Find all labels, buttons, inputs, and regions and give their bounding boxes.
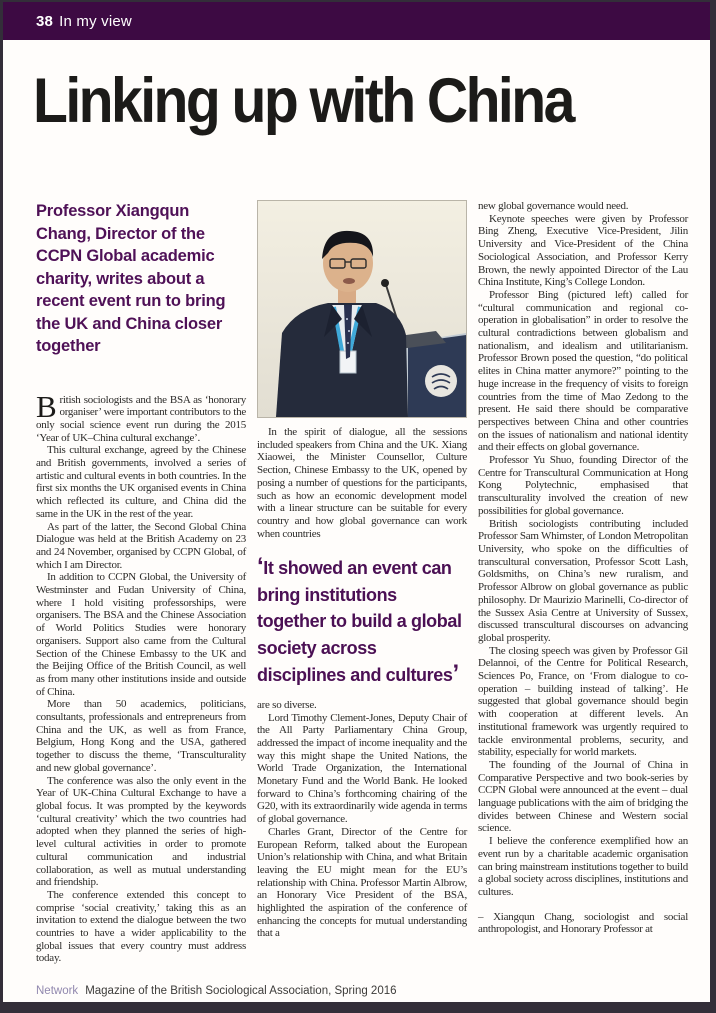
paragraph: British sociologists and the BSA as ‘honorary organiser’ were important contributors to the only social science event run during the 2015 ‘Year of UK–China cultural exchange’.	[36, 388, 246, 444]
masthead	[3, 2, 710, 40]
headline: Linking up with China	[33, 65, 573, 136]
paragraph: – Xiangqun Chang, sociologist and social anthropologist, and Honorary Professor at	[478, 910, 688, 936]
paragraph: The conference extended this concept to comprise ‘social creativity,’ taking this as an invitation to extend the dialogue between the two countries to have a wider applicability to the global issues that every country must address today.	[36, 888, 246, 965]
article-column-3	[478, 200, 688, 990]
paragraph: More than 50 academics, politicians, consultants, professionals and entrepreneurs from China and the UK, as well as from France, Belgium, Hong Kong and the USA, gathered together to discuss the theme, ‘Transculturality and new global governance’.	[36, 698, 246, 774]
section-title: In my view	[59, 12, 132, 30]
body-text-col2-top	[257, 426, 467, 540]
paragraph: Professor Bing (pictured left) called for “cultural communication and regional co-operation in globalisation” in order to resolve the cultural contradictions between globalism and nationalism, and idealism and utilitarianism. Professor Brown posed the question, “do political elites in China matter anymore?” pointing to the huge increase in the frequency of visits to foreign countries from the time of Mao Zedong to the present. He said there should be comparative perspectives between China and other countries on the issues of nationalism and national identity and their effects on global governance.	[478, 288, 688, 454]
body-text-col3	[478, 200, 688, 936]
paragraph: Keynote speeches were given by Professor Bing Zheng, Executive Vice-President, Jilin University and Vice-President of the China Sociological Association, and Professor Kerry Brown, the newly appointed Director of the Lau China Institute, King’s College London.	[478, 212, 688, 289]
page	[3, 2, 710, 1002]
magazine-name: Network	[36, 985, 79, 997]
speaker-photo-illustration	[258, 201, 466, 417]
paragraph: new global governance would need.	[478, 200, 629, 212]
paragraph: The closing speech was given by Professor Gil Delannoi, of the Centre for Political Research, Sciences Po, France, on ‘From dialogue to co-operation – building instead of talking’. He suggested that global governance should begin with cooperation at different levels. An institutional framework was urgently required to tackle environmental problems, security, and stability, especially for world markets.	[478, 644, 688, 759]
footer-tagline: Magazine of the British Sociological Association, Spring 2016	[85, 985, 397, 997]
paragraph: British sociologists contributing included Professor Sam Whimster, of London Metropolitan University, who spoke on the difficulties of transcultural conversation, Professor Scott Lash, Goldsmiths, on China’s new ruralism, and Professor Albrow on global governance as public philosophy. Dr Maurizio Marinelli, Co-director of the Sussex Asia Centre at University of Sussex, discussed transcultural discourses on advancing global prosperity.	[478, 517, 688, 644]
paragraph: are so diverse.	[257, 698, 317, 711]
pull-quote-text: It showed an event can bring institutions together to build a global society across disciplines and cultures	[257, 558, 462, 686]
paragraph: I believe the conference exemplified how an event run by a charitable academic organisation can bring mainstream institutions together to build a global society across disciplines, institutions and cultures.	[478, 835, 688, 898]
close-quote-mark: ’	[452, 660, 459, 688]
body-text-col2-bottom	[257, 699, 467, 940]
paragraph: The conference was also the only event in the Year of UK-China Cultural Exchange to have a global focus. It was prompted by the keywords ‘cultural creativity’ which the two countries had adopted when they planned the series of high-level cultural activities in order to promote cultural communication and industrial collaboration, as well as mutual understanding and friendship.	[36, 774, 246, 889]
page-number: 38	[36, 12, 54, 30]
pull-quote	[257, 554, 467, 689]
paragraph: Professor Yu Shuo, founding Director of the Centre for Transcultural Communication at Hong Kong Polytechnic, emphasised that transculturality involved the creation of new possibilities for global governance.	[478, 454, 688, 517]
article-columns	[36, 200, 686, 990]
open-quote-mark: ‘	[257, 553, 264, 581]
article-column-2	[257, 200, 467, 990]
paragraph: As part of the latter, the Second Global China Dialogue was held at the British Academy on 23 and 24 November, organised by CCPN Global, of which I am Director.	[36, 520, 246, 571]
paragraph: Lord Timothy Clement-Jones, Deputy Chair of the All Party Parliamentary China Group, addressed the impact of income inequality and the way this might shape the United Nations, the World Trade Organization, the International Monetary Fund and the World Bank. He looked forward to China’s forthcoming chairing of the G20, with its extraordinarily wide agenda in terms of global governance.	[257, 711, 467, 826]
standfirst: Professor Xiangqun Chang, Director of the CCPN Global academic charity, writes about a recent event run to bring the UK and China closer together	[36, 202, 226, 355]
paragraph: In the spirit of dialogue, all the sessions included speakers from China and the UK. Xiang Xiaowei, the Minister Counsellor, Culture Section, Chinese Embassy to the UK, opened by posing a number of questions for the participants, such as how an economic development model with a linear structure can be suitable for every country and how global governance can work when countries	[257, 426, 467, 540]
article-column-1	[36, 200, 246, 990]
page-footer	[36, 985, 397, 997]
paragraph: This cultural exchange, agreed by the Chinese and British governments, involved a series of artistic and cultural events in both countries. In the first six months the UK organised events in China which reflected its culture, and China did the same in the UK in the rest of the year.	[36, 444, 246, 520]
paragraph: Charles Grant, Director of the Centre for European Reform, talked about the European Union’s relationship with China, and what Britain leaving the EU might mean for the EU’s relationship with China. Professor Martin Albrow, an Honorary Vice President of the BSA, highlighted the aspiration of the conference of enhancing the concepts for mutual understanding that a	[257, 825, 467, 940]
body-text-col1	[36, 388, 246, 966]
paragraph: The founding of the Journal of China in Comparative Perspective and two book-series by CCPN Global were announced at the event – dual language publications with the aim of bridging the divides between Chinese and Western social science.	[478, 758, 688, 835]
speaker-photo	[257, 200, 467, 418]
paragraph: In addition to CCPN Global, the University of Westminster and Fudan University of China, where I hold visiting professorships, were organisers. The BSA and the Chinese Association of World Politics Studies were honorary organisers. Support also came from the Cultural Section of the Chinese Embassy to the UK and the Beijing Office of the British Council, as well as from many other institutions inside and outside of China.	[36, 571, 246, 698]
